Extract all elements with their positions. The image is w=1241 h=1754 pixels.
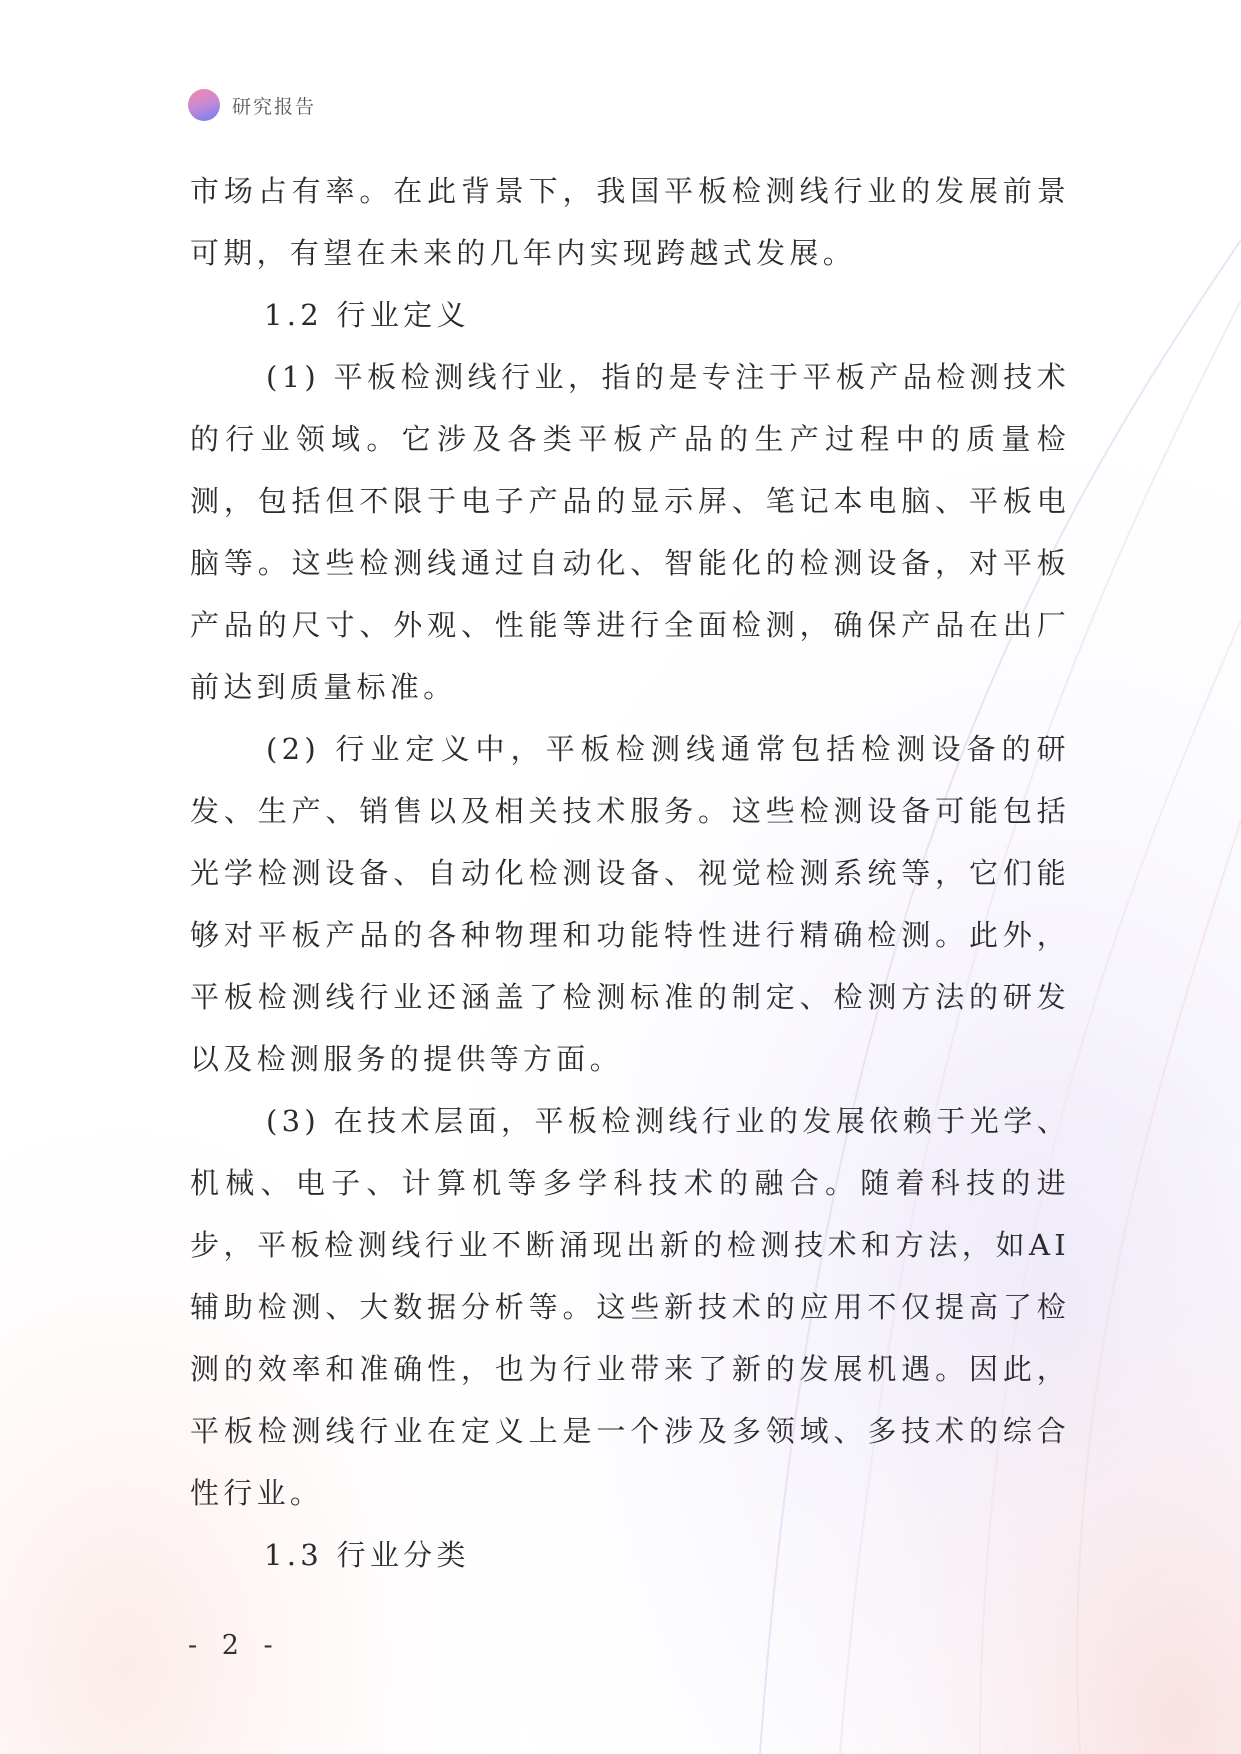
report-header [188,88,316,122]
paragraph-intro: 市场占有率。在此背景下，我国平板检测线行业的发展前景可期，有望在未来的几年内实现跨越式发展。 [190,174,1070,270]
paragraph-definition-2: (2) 行业定义中，平板检测线通常包括检测设备的研发、生产、销售以及相关技术服务。这些检测设备可能包括光学检测设备、自动化检测设备、视觉检测系统等，它们能够对平板产品的各种物理和功能特性进行精确检测。此外，平板检测线行业还涵盖了检测标准的制定、检测方法的研发以及检测服务的提供等方面。 [190,732,1070,1076]
page-number: - 2 - [188,1630,281,1661]
logo-icon [188,89,220,121]
paragraph-definition-3: (3) 在技术层面，平板检测线行业的发展依赖于光学、机械、电子、计算机等多学科技术的融合。随着科技的进步，平板检测线行业不断涌现出新的检测技术和方法，如AI辅助检测、大数据分析等。这些新技术的应用不仅提高了检测的效率和准确性，也为行业带来了新的发展机遇。因此，平板检测线行业在定义上是一个涉及多领域、多技术的综合性行业。 [190,1104,1070,1510]
section-heading-1-2: 1.2 行业定义 [264,298,470,332]
document-body [190,160,1070,1586]
header-title: 研究报告 [232,95,317,118]
paragraph-definition-1: (1) 平板检测线行业，指的是专注于平板产品检测技术的行业领域。它涉及各类平板产品的生产过程中的质量检测，包括但不限于电子产品的显示屏、笔记本电脑、平板电脑等。这些检测线通过自动化、智能化的检测设备，对平板产品的尺寸、外观、性能等进行全面检测，确保产品在出厂前达到质量标准。 [190,360,1070,704]
section-heading-1-3: 1.3 行业分类 [264,1538,470,1572]
